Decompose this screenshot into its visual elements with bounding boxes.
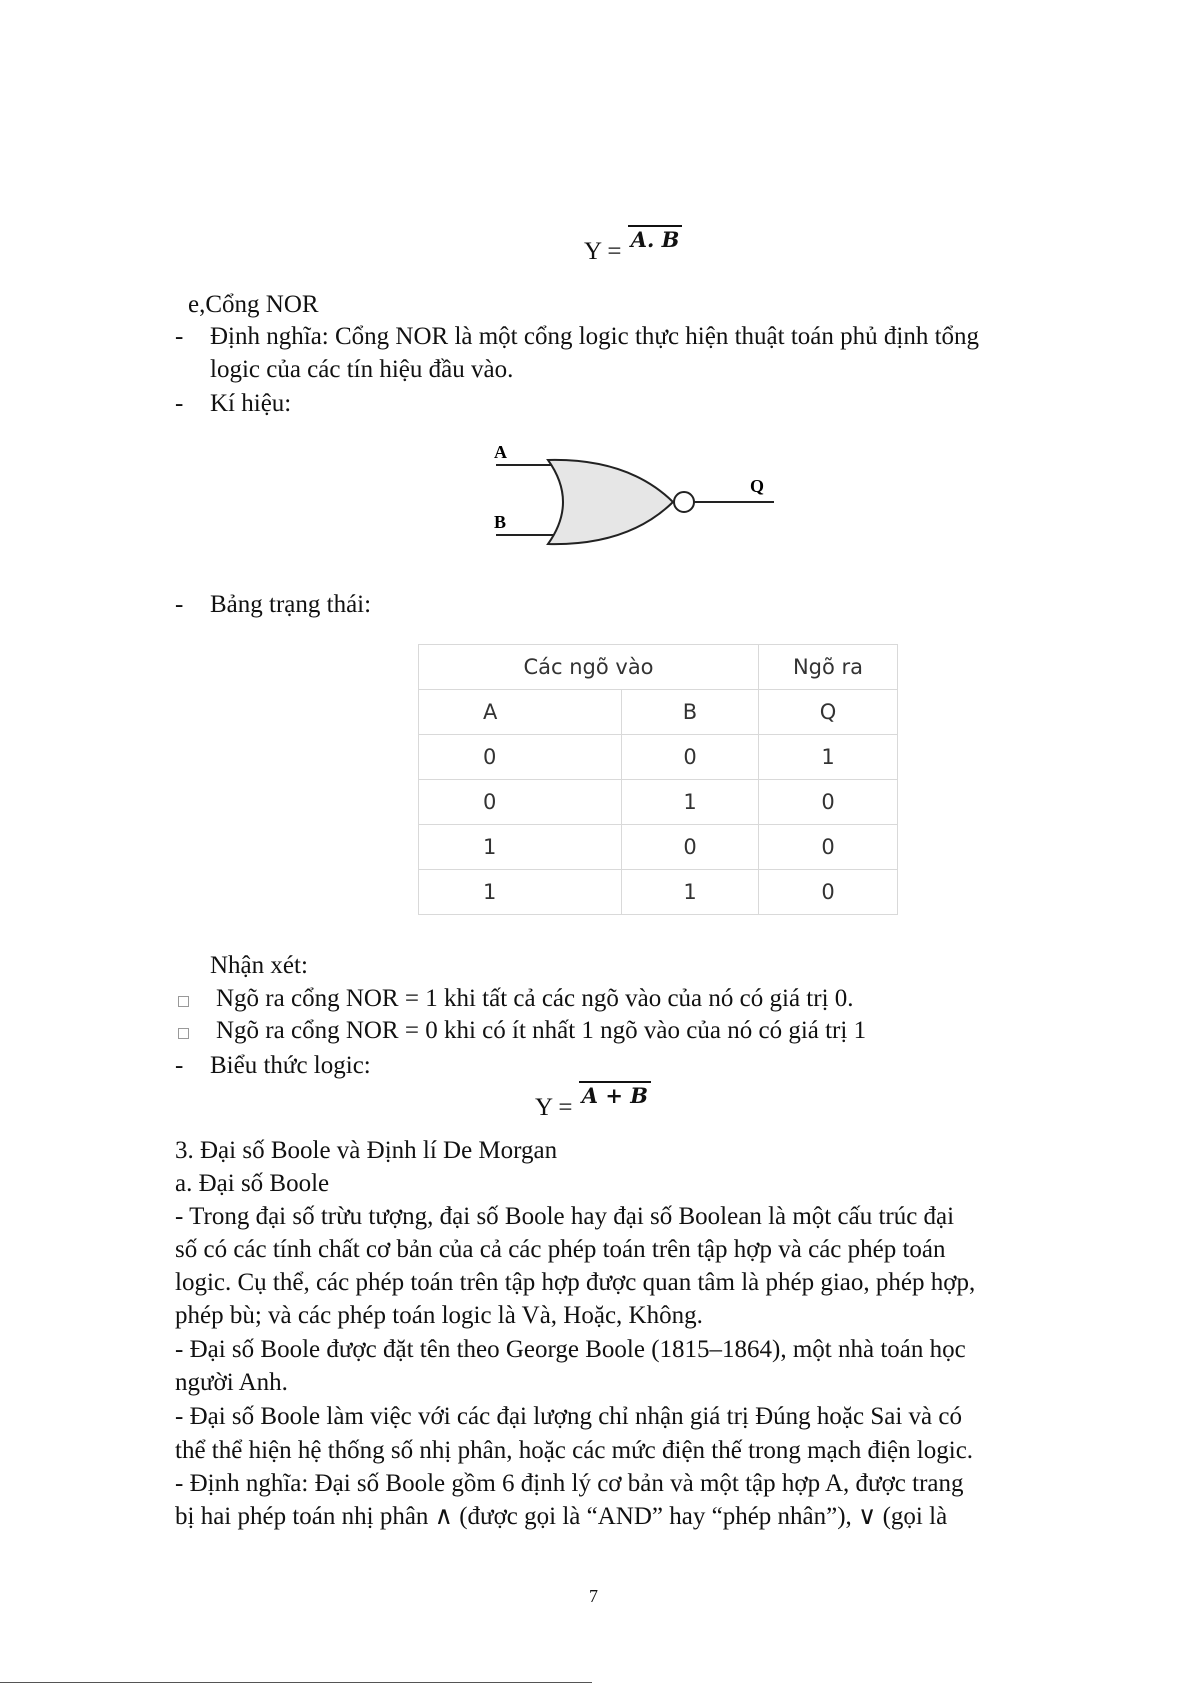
table-row: [419, 825, 898, 870]
expr-label: Biểu thức logic:: [210, 1052, 371, 1079]
formula-expression: A. B: [628, 225, 683, 252]
dash-bullet: -: [175, 390, 184, 417]
footer-divider: [0, 1682, 592, 1683]
formula-expression: A + B: [579, 1081, 651, 1108]
formula-prefix: Y =: [584, 238, 622, 265]
definition-line-2: logic của các tín hiệu đầu vào.: [210, 356, 514, 383]
page-number: 7: [589, 1586, 598, 1606]
dash-bullet: -: [175, 591, 184, 618]
section-3-title: 3. Đại số Boole và Định lí De Morgan: [175, 1137, 558, 1164]
dash-bullet: -: [175, 1052, 184, 1079]
header-inputs: Các ngõ vào: [419, 645, 759, 690]
symbol-label: Kí hiệu:: [210, 390, 292, 417]
paragraph-line: bị hai phép toán nhị phân ∧ (được gọi là “AND” hay “phép nhân”), ∨ (gọi là: [175, 1503, 948, 1530]
cell: 1: [622, 780, 759, 825]
table-label: Bảng trạng thái:: [210, 591, 372, 618]
input-a-label: A: [494, 442, 507, 462]
paragraph-line: - Định nghĩa: Đại số Boole gồm 6 định lý cơ bản và một tập hợp A, được trang: [175, 1470, 964, 1497]
paragraph-line: logic. Cụ thể, các phép toán trên tập hợp được quan tâm là phép giao, phép hợp,: [175, 1269, 976, 1296]
remark-title: Nhận xét:: [210, 952, 308, 979]
cell: 1: [419, 825, 622, 870]
paragraph-line: - Đại số Boole được đặt tên theo George Boole (1815–1864), một nhà toán học: [175, 1336, 966, 1363]
paragraph-line: - Trong đại số trừu tượng, đại số Boole hay đại số Boolean là một cấu trúc đại: [175, 1203, 955, 1230]
column-a: A: [419, 690, 622, 735]
column-b: B: [622, 690, 759, 735]
nor-gate-diagram: [488, 440, 788, 550]
output-q-label: Q: [750, 476, 765, 496]
cell: 0: [759, 870, 898, 915]
dash-bullet: -: [175, 323, 184, 350]
cell: 0: [419, 780, 622, 825]
paragraph-line: số có các tính chất cơ bản của cả các phép toán trên tập hợp và các phép toán: [175, 1236, 946, 1263]
cell: 0: [419, 735, 622, 780]
paragraph-line: phép bù; và các phép toán logic là Và, Hoặc, Không.: [175, 1302, 703, 1329]
paragraph-line: thể thể hiện hệ thống số nhị phân, hoặc các mức điện thế trong mạch điện logic.: [175, 1437, 974, 1464]
checkbox-bullet-icon: [178, 1028, 189, 1039]
nor-gate-body: [548, 460, 673, 544]
cell: 0: [759, 780, 898, 825]
cell: 0: [622, 735, 759, 780]
formula-nor: [535, 1083, 651, 1122]
definition-line-1: Định nghĩa: Cổng NOR là một cổng logic thực hiện thuật toán phủ định tổng: [210, 323, 980, 350]
truth-table: [418, 644, 898, 915]
table-row: [419, 735, 898, 780]
checkbox-bullet-icon: [178, 996, 189, 1007]
table-row: [419, 870, 898, 915]
input-b-label: B: [494, 512, 507, 532]
table-column-row: [419, 690, 898, 735]
formula-nand: [584, 227, 682, 266]
paragraph-line: - Đại số Boole làm việc với các đại lượng chỉ nhận giá trị Đúng hoặc Sai và có: [175, 1403, 962, 1430]
table-header-row: [419, 645, 898, 690]
subsection-a-title: a. Đại số Boole: [175, 1170, 330, 1197]
cell: 0: [622, 825, 759, 870]
section-title-nor: e,Cổng NOR: [188, 291, 319, 318]
formula-prefix: Y =: [535, 1094, 573, 1121]
remark-2: Ngõ ra cổng NOR = 0 khi có ít nhất 1 ngõ vào của nó có giá trị 1: [216, 1017, 867, 1044]
inverter-bubble: [674, 492, 694, 512]
cell: 1: [759, 735, 898, 780]
header-output: Ngõ ra: [759, 645, 898, 690]
remark-1: Ngõ ra cổng NOR = 1 khi tất cả các ngõ vào của nó có giá trị 0.: [216, 985, 854, 1012]
column-q: Q: [759, 690, 898, 735]
paragraph-line: người Anh.: [175, 1369, 288, 1396]
cell: 0: [759, 825, 898, 870]
cell: 1: [622, 870, 759, 915]
cell: 1: [419, 870, 622, 915]
table-row: [419, 780, 898, 825]
